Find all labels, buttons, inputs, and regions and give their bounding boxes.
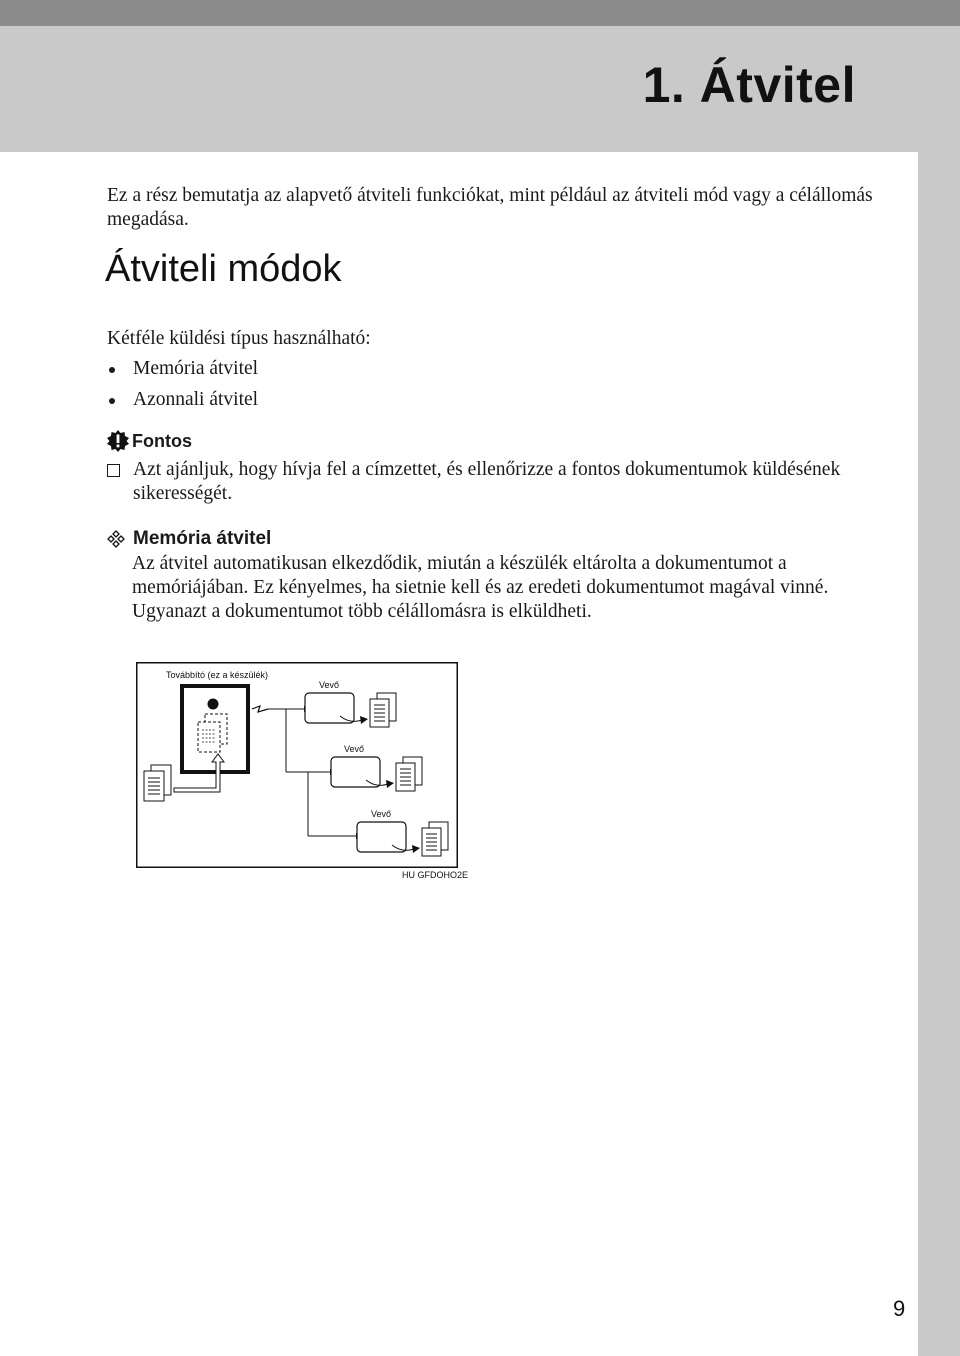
list-item xyxy=(107,389,258,420)
receiver-machine xyxy=(331,757,380,787)
receiver-label: Vevő xyxy=(371,809,392,819)
checkbox-bullet-icon xyxy=(107,464,120,477)
list-item-label: Memória átvitel xyxy=(133,358,259,379)
list-item-label: Azonnali átvitel xyxy=(133,389,259,410)
memory-transmission-section xyxy=(107,526,897,624)
intro-paragraph: Ez a rész bemutatja az alapvető átviteli funkciókat, mint például az átviteli mód vagy a célállomás megadása. xyxy=(107,185,873,230)
list-item xyxy=(107,358,258,389)
important-note xyxy=(107,458,897,506)
important-note-text: Azt ajánljuk, hogy hívja fel a címzettet, és ellenőrizze a fontos dokumentumok küldésének sikerességét. xyxy=(133,459,841,504)
side-tab-bar xyxy=(918,152,960,1356)
transfer-mode-list xyxy=(107,358,258,420)
stored-document-icon xyxy=(198,722,220,752)
top-bar xyxy=(0,0,960,26)
diamond-bullet-icon xyxy=(107,530,125,548)
bullet-icon xyxy=(109,398,115,404)
important-heading xyxy=(107,430,192,452)
section-title: Átviteli módok xyxy=(105,248,342,290)
page-number: 9 xyxy=(893,1296,906,1321)
memory-dot-icon xyxy=(208,699,219,710)
chapter-header xyxy=(0,26,960,152)
sender-label: Továbbító (ez a készülék) xyxy=(166,670,269,680)
subsection-body: Az átvitel automatikusan elkezdődik, miután a készülék eltárolta a dokumentumot a memóriájában. Ez kényelmes, ha sietnie kell és az eredeti dokumentumot magával vinné. Ugyanazt a dokumentumot több célállomásra is elküldheti. xyxy=(132,553,829,622)
important-label: Fontos xyxy=(132,430,192,451)
section-lead: Kétféle küldési típus használható: xyxy=(107,328,371,349)
memory-transmission-diagram xyxy=(136,662,458,868)
subsection-title: Memória átvitel xyxy=(133,528,272,549)
figure-code: HU GFDOHO2E xyxy=(402,870,469,880)
receiver-label: Vevő xyxy=(344,744,365,754)
chapter-title: 1. Átvitel xyxy=(642,57,856,113)
receiver-machine xyxy=(357,822,406,852)
exclamation-badge-icon xyxy=(107,430,129,452)
receiver-label: Vevő xyxy=(319,680,340,690)
bullet-icon xyxy=(109,367,115,373)
receiver-machine xyxy=(305,693,354,723)
subsection-heading xyxy=(107,526,897,552)
